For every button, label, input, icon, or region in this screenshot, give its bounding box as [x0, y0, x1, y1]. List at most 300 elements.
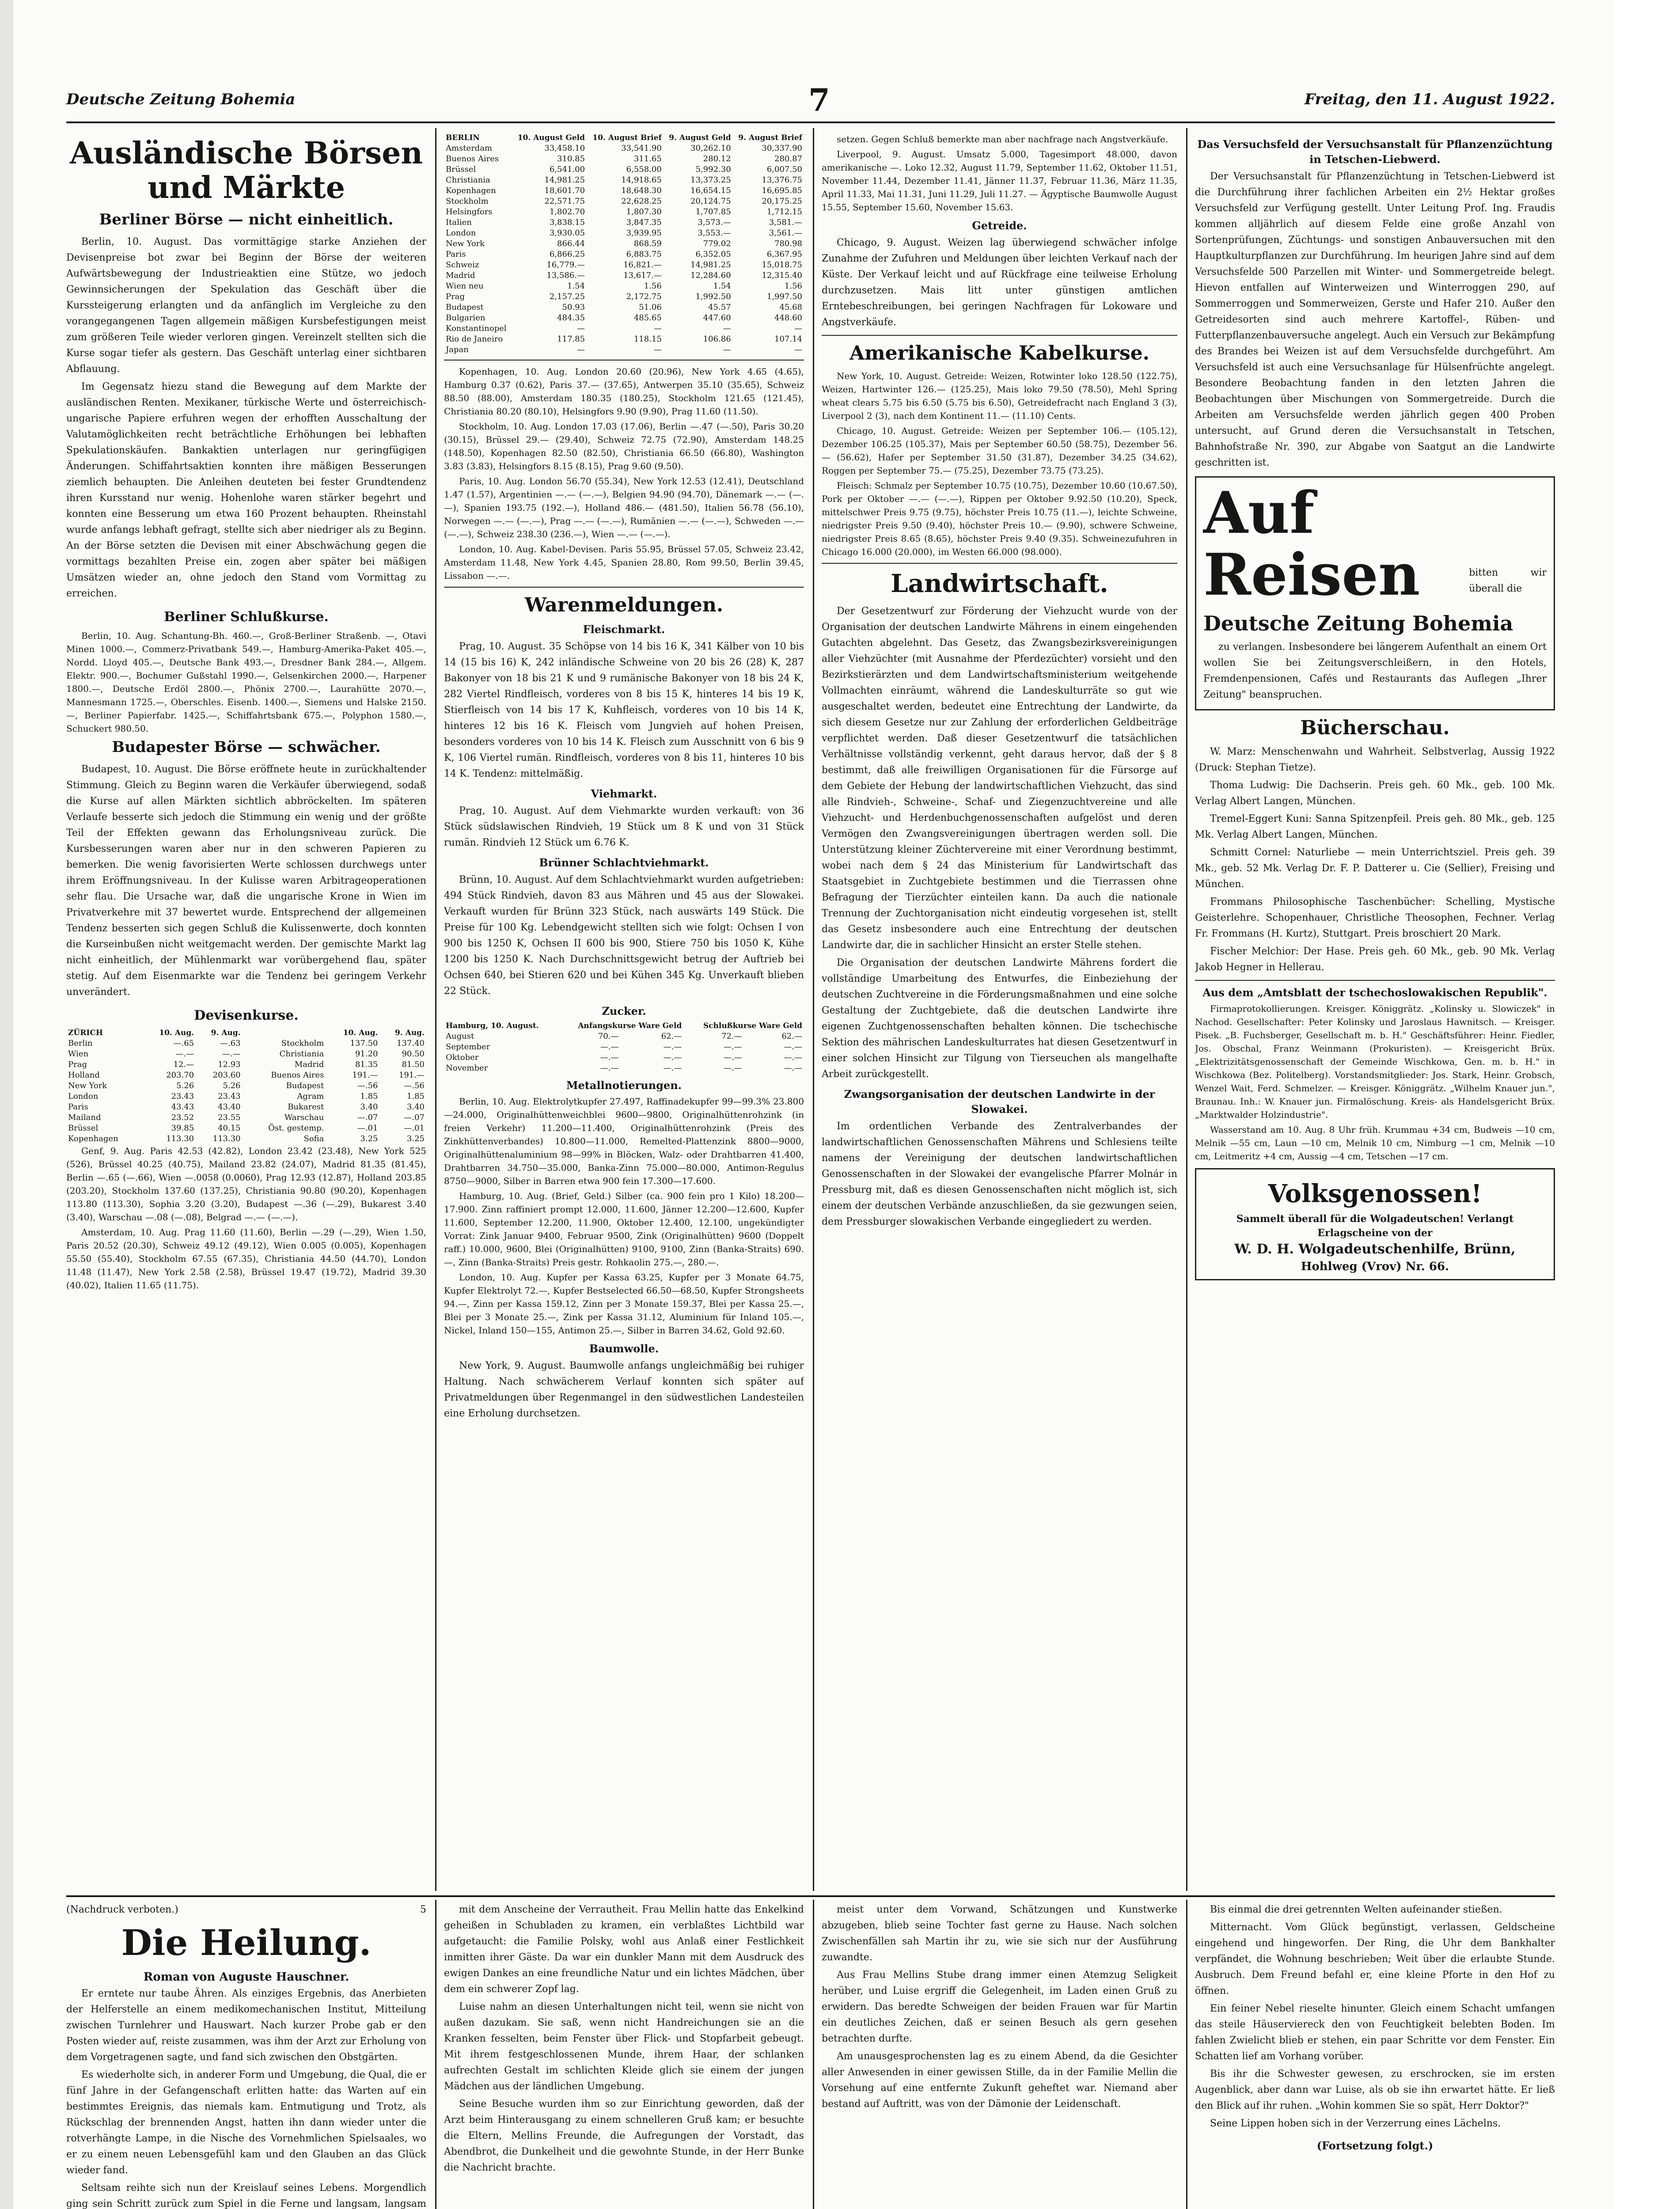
article-paragraph: Brünn, 10. August. Auf dem Schlachtviehmarkt wurden aufgetrieben: 494 Stück Rindvieh, davon 83 aus Mähren und 45 aus der Slowakei. Verkauft wurden für Brünn 323 Stück, nach auswärts 149 Stück. Die Preise für 100 Kg. Lebendgewicht stellten sich wie folgt: Ochsen I von 900 bis 1250 K, Ochsen II 600 bis 900, Stiere 750 bis 1050 K, Kühe 1200 bis 1250 K. Nach Durchschnittsgewicht betrug der Auftrieb bei Ochsen 640, bei Stieren 620 und bei Kühen 345 Kg. Unverkauft blieben 22 Stück.: [444, 874, 804, 997]
column-header: Hamburg, 10. August.: [446, 1021, 539, 1030]
table-row: [444, 260, 804, 270]
table-row: [444, 281, 804, 292]
quotes-text: London, 10. Aug. Kabel-Devisen. Paris 55.95, Brüssel 57.05, Schweiz 23.42, Amsterdam 11.48, New York 4.45, Spanien 28.80, Rom 99.50, Berlin 39.45, Lissabon —.—.: [444, 544, 804, 581]
reprint-notice: (Nachdruck verboten.): [66, 1904, 178, 1915]
table-cell: 14,918.65: [621, 175, 662, 185]
table-row: [444, 1052, 804, 1063]
table-cell: Oktober: [446, 1053, 479, 1062]
table-cell: 18,601.70: [544, 186, 585, 195]
article-paragraph: Chicago, 9. August. Weizen lag überwiegend schwächer infolge Zunahme der Zufuhren und Meldungen über leichten Verkauf nach der Küste. Der Verkauf leicht und auf Rückfrage eine teilweise Erholung durchzusetzen. Mais litt unter günstigen amtlichen Erntebeschreibungen, bei geringen Nachfragen für Lokoware und Angstverkäufe.: [822, 237, 1177, 328]
table-cell: 118.15: [633, 334, 662, 344]
table-row: [444, 334, 804, 345]
water-levels: Wasserstand am 10. Aug. 8 Uhr früh. Krummau +34 cm, Budweis —10 cm, Melnik —55 cm, Laun —10 cm, Melnik 10 cm, Nimburg —1 cm, Melnik —10 cm, Leitmeritz +4 cm, Aussig —4 cm, Tetschen —17 cm.: [1195, 1124, 1555, 1161]
table-row: [66, 1112, 426, 1123]
table-cell: 23.43: [218, 1092, 241, 1101]
table-cell: 311.65: [633, 154, 662, 163]
table-cell: —: [577, 324, 585, 333]
sugar-table: [444, 1021, 804, 1074]
table-cell: 18,648.30: [621, 186, 662, 195]
article-paragraph: Prag, 10. August. 35 Schöpse von 14 bis 16 K, 341 Kälber von 10 bis 14 (15 bis 16) K, 242 inländische Schweine von 20 bis 26 (28) K, 287 Bakonyer von 18 bis 21 K und 9 rumänische Bakonyer von 18 bis 24 K, 282 Viertel Rindfleisch, vorderes von 8 bis 15 K, hinteres 14 bis 19 K, Stierfleisch von 14 bis 17 K, Kuhfleisch, vorderes von 10 bis 14 K, hinteres 12 bis 16 K. Fleisch vom Jungvieh auf hohen Preisen, besonders vorderes von 10 bis 14 K. Fleisch zum Ausschnitt von 6 bis 9 K, 106 Viertel rumän. Rindfleisch, vorderes von 8 bis 11, hinteres 10 bis 14 K. Tendenz: mittelmäßig.: [444, 641, 804, 779]
article-headline: Berliner Börse — nicht einheitlich.: [99, 211, 394, 228]
table-cell: Buenos Aires: [271, 1070, 324, 1080]
table-cell: Kopenhagen: [68, 1134, 118, 1143]
table-cell: —.63: [220, 1039, 241, 1048]
table-cell: 1,992.50: [695, 292, 731, 301]
quotes-text: Fleisch: Schmalz per September 10.75 (10.75), Dezember 10.60 (10.67.50), Pork per Oktober —.— (—.—), Rippen per Oktober 9.92.50 (10.20), Speck, mittelschwer Preis 9.75 (9.75), höchster Preis 10.75 (11.—), leichte Schweine, niedrigster Preis 9.50 (9.40), höchster Preis 10.— (9.90), schwere Schweine, niedrigster Preis 8.65 (8.65), höchster Preis 9.40 (9.35). Schweinezufuhren in Chicago 16.000 (20.000), im Westen 66.000 (98.000).: [822, 480, 1177, 557]
table-row: [444, 196, 804, 207]
column-header: 10. Aug.: [343, 1029, 378, 1037]
column-notices: [1195, 133, 1555, 1891]
subsection-title: Metallnotierungen.: [566, 1079, 682, 1092]
table-cell: —.—: [723, 1053, 742, 1062]
article-headline: Berliner Schlußkurse.: [164, 609, 329, 625]
ad-title: Auf Reisen: [1203, 479, 1420, 608]
table-cell: 447.60: [703, 313, 731, 323]
table-cell: 137.40: [397, 1039, 425, 1048]
novel-paragraph: Bis einmal die drei getrennten Welten aufeinander stießen.: [1210, 1904, 1502, 1915]
table-cell: 203.60: [212, 1070, 241, 1080]
quotes-text: Chicago, 10. August. Getreide: Weizen per September 106.— (105.12), Dezember 106.25 (105.37), Mais per September 60.50 (58.75), Dezember 56.— (56.62), Hafer per September 31.50 (31.87), Dezember 34.25 (34.62), Roggen per September 75.— (75.25), Dezember 73.75 (73.25).: [822, 425, 1177, 476]
column-rule: [435, 1900, 436, 2209]
column-header: 10. August Brief: [592, 133, 662, 142]
table-cell: 5.26: [223, 1081, 241, 1090]
devisen-table: [66, 1028, 426, 1144]
column-header: 10. August Geld: [517, 133, 585, 142]
table-cell: Budapest: [286, 1081, 324, 1090]
table-cell: Berlin: [68, 1039, 93, 1048]
table-cell: 137.50: [350, 1039, 378, 1048]
table-cell: —.01: [357, 1123, 378, 1133]
header-rule: [66, 121, 1555, 123]
novel-column-4: [1195, 1902, 1555, 2209]
book-entry: Thoma Ludwig: Die Dachserin. Preis geh. 60 Mk., geb. 100 Mk. Verlag Albert Langen, München.: [1195, 780, 1555, 807]
subsection-title: Zwangsorganisation der deutschen Landwirte in der Slowakei.: [844, 1088, 1155, 1116]
table-cell: 780.98: [774, 239, 802, 248]
table-cell: 12.—: [173, 1060, 194, 1069]
table-cell: London: [68, 1092, 99, 1101]
table-cell: 3,838.15: [549, 218, 585, 227]
table-cell: 6,352.05: [695, 250, 731, 259]
table-cell: 12,315.40: [762, 271, 802, 280]
table-cell: 191.—: [398, 1070, 425, 1080]
novel-paragraph: meist unter dem Vorwand, Schätzungen und Kunstwerke abzugeben, blieb seine Tochter fast gerne zu Hause. Nach solchen Zwischenfällen sah Martin ihr zu, wie sie sich nur der Ausführung zuwandte.: [822, 1904, 1177, 1963]
table-row: [444, 292, 804, 302]
table-cell: Helsingfors: [446, 207, 493, 216]
table-cell: 23.43: [171, 1092, 194, 1101]
table-cell: —: [653, 324, 662, 333]
table-cell: Madrid: [294, 1060, 324, 1069]
table-cell: 203.70: [166, 1070, 194, 1080]
table-cell: 13,617.—: [623, 271, 662, 280]
table-cell: 1.54: [567, 281, 585, 291]
novel-paragraph: Bis ihr die Schwester gewesen, zu erschrocken, sie im ersten Augenblick, aber dann war Luise, als ob sie ihn erwartet hätte. Er ließ den Blick auf ihr ruhen. „Wohin kommen Sie so spät, Herr Doktor?": [1195, 2069, 1555, 2111]
divider: [444, 360, 804, 361]
table-cell: September: [446, 1042, 490, 1051]
table-cell: 113.30: [212, 1134, 241, 1143]
table-cell: Amsterdam: [446, 144, 493, 153]
table-row: [444, 143, 804, 154]
table-cell: 1.85: [406, 1092, 425, 1101]
table-cell: —.—: [784, 1053, 802, 1062]
table-cell: 15,018.75: [762, 260, 802, 269]
table-cell: —: [577, 345, 585, 354]
table-cell: 20,175.25: [762, 197, 802, 206]
column-rule: [813, 128, 814, 1891]
table-row: [444, 228, 804, 239]
column-rates-goods: [444, 133, 804, 1891]
table-cell: Christiania: [446, 175, 490, 185]
table-cell: 6,866.25: [549, 250, 585, 259]
berlin-rates-table: [444, 133, 804, 355]
table-cell: New York: [446, 239, 485, 248]
table-cell: 1,807.30: [626, 207, 662, 216]
column-rule: [1186, 1900, 1187, 2209]
table-cell: Brüssel: [446, 165, 476, 174]
table-cell: 3,573.—: [698, 218, 731, 227]
table-cell: 5,992.30: [695, 165, 731, 174]
page-number: 7: [808, 82, 830, 118]
table-cell: —.—: [663, 1063, 682, 1073]
quotes-text: Paris, 10. Aug. London 56.70 (55.34), New York 12.53 (12.41), Deutschland 1.47 (1.57), Argentinien —.— (—.—), Belgien 94.90 (94.70), Dänemark —.— (—.—), Spanien 193.75 (192.—), Holland 486.— (481.50), Italien 56.78 (56.10), Norwegen —.— (—.—), Prag —.— (—.—), Rumänien —.— (—.—), Schweden —.— (—.—), Schweiz 238.30 (236.—), Wien —.— (—.—).: [444, 476, 804, 539]
table-cell: —: [723, 345, 731, 354]
appeal-text: Sammelt überall für die Wolgadeutschen! Verlangt Erlagscheine von der: [1236, 1213, 1514, 1239]
table-cell: —.—: [222, 1049, 241, 1059]
table-cell: 33,458.10: [544, 144, 585, 153]
table-header-row: [66, 1028, 426, 1038]
subsection-title: Viehmarkt.: [591, 787, 657, 800]
table-cell: 113.30: [166, 1134, 194, 1143]
table-cell: —: [794, 324, 802, 333]
appeal-title: Volksgenossen!: [1268, 1179, 1482, 1208]
novel-paragraph: Mitternacht. Vom Glück begünstigt, verlassen, Geldscheine eingehend und hingeworfen. Der Ring, die Uhr dem Bankhalter verpfändet, die Wohnung beschrieben; Weit über die erlaubte Stunde. Ausbruch. Dem Freund befahl er, eine kleine Pforte in den Hof zu öffnen.: [1195, 1922, 1555, 1996]
table-row: [66, 1081, 426, 1091]
table-cell: Japan: [446, 345, 469, 354]
page-header: [66, 82, 1555, 118]
table-cell: 45.68: [779, 303, 802, 312]
table-cell: 1.54: [713, 281, 731, 291]
table-cell: 16,695.85: [762, 186, 802, 195]
table-cell: 62.—: [661, 1032, 682, 1041]
subsection-title: Fleischmarkt.: [583, 623, 665, 636]
table-cell: Konstantinopel: [446, 324, 507, 333]
table-cell: 23.55: [218, 1113, 241, 1122]
table-cell: Budapest: [446, 303, 484, 312]
table-cell: New York: [68, 1081, 107, 1090]
table-cell: 23.52: [171, 1113, 194, 1122]
table-cell: 33,541.90: [621, 144, 662, 153]
installment-number: 5: [420, 1904, 426, 1915]
appeal-box: [1195, 1168, 1555, 1280]
table-cell: 2,157.25: [549, 292, 585, 301]
table-row: [444, 154, 804, 164]
column-header: BERLIN: [446, 133, 480, 142]
column-header: Anfangskurse Ware Geld: [578, 1021, 682, 1030]
article-headline: Budapester Börse — schwächer.: [112, 738, 381, 756]
table-cell: 3.40: [360, 1102, 378, 1112]
quotes-text: Stockholm, 10. Aug. London 17.03 (17.06), Berlin —.47 (—.50), Paris 30.20 (30.15), Brüssel 29.— (29.40), Schweiz 72.75 (72.90), Amsterdam 148.25 (148.50), Kopenhagen 82.50 (82.50), Christiania 66.50 (66.80), Washington 3.83 (3.83), Helsingfors 8.15 (8.15), Prag 9.60 (9.50).: [444, 421, 804, 471]
table-cell: 3,930.05: [549, 228, 585, 238]
table-cell: 448.60: [774, 313, 802, 323]
novel-paragraph: mit dem Anscheine der Verrautheit. Frau Mellin hatte das Enkelkind geheißen in Schubladen zu kramen, ein verblaßtes Lichtbild war aufgetaucht: die Familie Polsky, wohl aus Anlaß einer Festlichkeit inmitten ihrer Gäste. Da war ein dunkler Mann mit dem Ausdruck des ewigen Dankes an eine freundliche Natur und ein lichtes Mädchen, über dem ein schwerer Zopf lag.: [444, 1904, 804, 1995]
table-cell: —.—: [663, 1042, 682, 1051]
article-paragraph: Im ordentlichen Verbande des Zentralverbandes der landwirtschaftlichen Genossenschaften Mährens und Schlesiens teilte namens der Vereinigung der deutschen landwirtschaftlichen Genossenschaften in der Slowakei der evangelische Pfarrer Molnár in Pressburg mit, daß es diesen Genossenschaften nicht möglich ist, sich einem der deutschen Verbände anzuschließen, da sie gezwungen seien, dem Pressburger slowakischen Verbande eingegliedert zu werden.: [822, 1121, 1177, 1227]
novel-title: Die Heilung.: [121, 1922, 372, 1963]
table-cell: 6,558.00: [626, 165, 662, 174]
table-cell: 6,541.00: [549, 165, 585, 174]
quotes-text: Kopenhagen, 10. Aug. London 20.60 (20.96), New York 4.65 (4.65), Hamburg 0.37 (0.62), Paris 37.— (37.65), Antwerpen 35.10 (35.65), Schweiz 88.50 (88.00), Amsterdam 180.35 (180.25), Stockholm 121.65 (121.45), Christiania 80.20 (80.10), Helsingfors 9.90 (9.90), Prag 11.60 (11.50).: [444, 366, 804, 417]
table-cell: 3.40: [406, 1102, 425, 1112]
section-title: Bücherschau.: [1300, 717, 1450, 739]
table-cell: Madrid: [446, 271, 475, 280]
table-row: [444, 217, 804, 228]
table-cell: —: [653, 345, 662, 354]
table-cell: Holland: [68, 1070, 100, 1080]
table-row: [444, 207, 804, 217]
subsection-title: Getreide.: [972, 219, 1027, 232]
table-cell: 22,628.25: [621, 197, 662, 206]
divider: [1195, 980, 1555, 981]
table-cell: Bukarest: [288, 1102, 324, 1112]
section-title: Warenmeldungen.: [524, 594, 724, 616]
novel-column-1: [66, 1902, 426, 2209]
quotes-text: Liverpool, 9. August. Umsatz 5.000, Tagesimport 48.000, davon amerikanische —. Loko 12.32, August 11.79, September 11.62, Oktober 11.51, November 11.44, Dezember 11.41, Jänner 11.37, Februar 11.36, März 11.35, April 11.33, Mai 11.31, Juni 11.29, Juli 11.27. — Ägyptische Baumwolle August 15.55, September 15.60, November 15.63.: [822, 149, 1177, 213]
table-row: [66, 1059, 426, 1070]
table-cell: 107.14: [774, 334, 802, 344]
table-row: [66, 1049, 426, 1059]
table-cell: 6,883.75: [626, 250, 662, 259]
table-cell: Paris: [68, 1102, 88, 1112]
novel-column-3: [822, 1902, 1177, 2209]
table-cell: 3,561.—: [769, 228, 802, 238]
novel-paragraph: Seine Lippen hoben sich in der Verzerrung eines Lächelns.: [1210, 2118, 1501, 2129]
article-paragraph: Prag, 10. August. Auf dem Viehmarkte wurden verkauft: von 36 Stück südslawischen Rindvieh, 19 Stück um 8 K und von 31 Stück rumän. Rindvieh 12 Stück um 6.76 K.: [444, 805, 804, 848]
table-row: [66, 1038, 426, 1049]
table-cell: —.—: [663, 1053, 682, 1062]
book-entry: Fischer Melchior: Der Hase. Preis geh. 60 Mk., geb. 90 Mk. Verlag Jakob Hegner in Hellerau.: [1195, 946, 1555, 973]
table-cell: 16,654.15: [690, 186, 731, 195]
table-row: [444, 270, 804, 281]
table-cell: August: [446, 1032, 474, 1041]
table-header-row: [444, 133, 804, 143]
table-cell: 39.85: [171, 1123, 194, 1133]
ad-paper-name: Deutsche Zeitung Bohemia: [1203, 611, 1513, 635]
table-cell: 30,337.90: [762, 144, 802, 153]
column-header: 9. Aug.: [211, 1029, 241, 1037]
table-cell: —.—: [784, 1042, 802, 1051]
table-cell: —.—: [600, 1053, 619, 1062]
table-cell: 81.50: [402, 1060, 425, 1069]
column-rule: [435, 128, 436, 1891]
column-rule: [813, 1900, 814, 2209]
novel-paragraph: Seltsam reihte sich nun der Kreislauf seines Lebens. Morgendlich ging sein Schritt zurück zum Spiel in die Ferne und langsam, langsam: [66, 2182, 426, 2209]
table-cell: 3.25: [360, 1134, 378, 1143]
table-cell: Christiania: [279, 1049, 324, 1059]
book-entry: Tremel-Eggert Kuni: Sanna Spitzenpfeil. Preis geh. 80 Mk., geb. 125 Mk. Verlag Albert Langen, München.: [1195, 813, 1555, 840]
novel-author: Roman von Auguste Hauschner.: [143, 1970, 349, 1984]
novel-paragraph: Er erntete nur taube Ähren. Als einziges Ergebnis, das Anerbieten der Helferstelle an einem medikomechanischen Institut, Mitteilung zwischen Turnlehrer und Hauswart. Nach kurzer Probe gab er den Posten wieder auf, reiste zusammen, was ihm der Arzt zur Erholung von dem Vorgetragenen sagte, und fand sich zwischen den Obstgärten.: [66, 1988, 426, 2063]
table-cell: —.—: [600, 1063, 619, 1073]
novel-paragraph: Ein feiner Nebel rieselte hinunter. Gleich einem Schacht umfangen das steile Häuserviereck den von Feuchtigkeit belebten Boden. Im fahlen Zwielicht blieb er stehen, ein paar Schritte vor dem Fenster. Ein Schatten lief am Vorhang vorüber.: [1195, 2003, 1555, 2062]
table-cell: Mailand: [68, 1113, 101, 1122]
table-cell: Italien: [446, 218, 472, 227]
column-header: Schlußkurse Ware Geld: [703, 1021, 802, 1030]
table-cell: 3,581.—: [769, 218, 802, 227]
table-cell: Kopenhagen: [446, 186, 496, 195]
table-cell: —.07: [404, 1113, 425, 1122]
column-header: 9. August Geld: [669, 133, 731, 142]
table-row: [444, 313, 804, 323]
article-paragraph: Der Gesetzentwurf zur Förderung der Viehzucht wurde von der Organisation der deutschen Landwirte Mährens in einem eingehenden Gutachten abgelehnt. Das Gesetz, das Zwangsbezirksvereinigungen aller Viehzüchter (mit Ausnahme der Pferdezüchter) vorsieht und den Bezirkstierärzten und dem Landwirtschaftsministerium weitgehende Vollmachten einräumt, während die Landeskulturräte so gut wie ausgeschaltet werden, bedeutet eine Entrechtung der Landwirte, da sich diesem Gesetze nur zur Zahlung der erforderlichen Geldbeiträge verpflichtet werden. Daß dieser Gesetzentwurf die tatsächlichen Verhältnisse vollständig verkennt, geht daraus hervor, daß der § 8 bestimmt, daß alle freiwilligen Organisationen für die Fürsorge auf dem Gebiete der Hebung der landwirtschaftlichen Viehzucht, das sind alle Rindvieh-, Schweine-, Schaf- und Ziegenzuchtvereine und alle Viehzucht- und Herdenbuchgenossenschaften aufgelöst und deren Vermögen den Zwangsvereinigungen übertragen werden soll. Die Unterstützung kleiner Züchtervereine mit einer Verordnung bestimmt, wobei nach dem § 24 das Ministerium für Landwirtschaft das Staatsgebiet in Zuchtgebiete bestimmen und die Tierrassen ohne Befragung der Tierzüchter einteilen kann. Da auch die nationale Trennung der Zuchtorganisation nicht eindeutig vorgesehen ist, stellt das Gesetz insbesondere auch eine Entrechtung der deutschen Landwirte dar, die in sachlicher Hinsicht an erster Stelle stehen.: [822, 606, 1177, 951]
article-paragraph: Firmaprotokollierungen. Kreisger. Königgrätz. „Kolinsky u. Slowiczek" in Nachod. Gesellschafter: Peter Kolinsky und Jaroslaus Hawnitsch. — Kreisger. Pisek. „B. Fuchsberger, Gesellschaft m. b. H." Geschäftsführer: Heinr. Fiedler, Jos. Obschal, Franz Weinmann (Prokuristen). — Kreisgericht Brüx. „Elektrizitätsgenossenschaft der Gemeinde Wischkowa, Gen. m. b. H." in Wischkowa (Bez. Politelberg). Vorstandsmitglieder: Jos. Stark, Heinr. Grobsch, Wenzel Wait, Ferd. Schmelzer. — Kreisger. Königgrätz. „Wilhelm Knauer jun.", Braunau. Inh.: W. Knauer jun. Firmalöschung. Kreis- als Handelsgericht Brüx. „Marktwalder Holzindustrie".: [1195, 1003, 1555, 1120]
table-cell: 779.02: [703, 239, 731, 248]
appeal-address: Hohlweg (Vrov) Nr. 66.: [1301, 1260, 1449, 1273]
table-cell: Stockholm: [446, 197, 489, 206]
table-cell: 40.15: [218, 1123, 241, 1133]
article-headline: Devisenkurse.: [194, 1008, 299, 1023]
column-rule: [1186, 128, 1187, 1891]
article-paragraph: New York, 9. August. Baumwolle anfangs ungleichmäßig bei ruhiger Haltung. Nach schwächerem Verlauf konnten sich später auf Privatmeldungen über Regenmangel in den südwestlichen Landesteilen eine Erholung durchsetzen.: [444, 1360, 804, 1419]
newspaper-name: Deutsche Zeitung Bohemia: [66, 91, 296, 108]
novel-paragraph: Aus Frau Mellins Stube drang immer einen Atemzug Seligkeit herüber, und Luise ergriff die Gelegenheit, im Laden einen Gruß zu erwidern. Das beredte Schweigen der beiden Frauen war für Martin ein deutliches Zeichen, daß er seinen Besuch als gern gesehen betrachten durfte.: [822, 1970, 1177, 2044]
column-header: ZÜRICH: [68, 1029, 103, 1037]
article-paragraph: Der Versuchsanstalt für Pflanzenzüchtung in Tetschen-Liebwerd ist die Durchführung ihrer fachlichen Arbeiten ein 2½ Hektar großes Versuchsfeld zur Verfügung gestellt. Unter Leitung Prof. Ing. Fraudis kommen alljährlich auf diesem Felde eine große Anzahl von Sortenprüfungen, Züchtungs- und sonstigen Anbauversuchen mit den Hauptkulturpflanzen zur Durchführung. Im heurigen Jahre sind auf dem Versuchsfelde 500 Parzellen mit Winter- und Sommergetreide belegt. Hievon entfallen auf Winterweizen und Winterroggen 290, auf Sommerroggen und Sommerweizen, Gerste und Hafer 210. Außer den Getreidesorten sind auch mehrere Kartoffel-, Rüben- und Futterpflanzenbauversuche angelegt. Auch ein Versuch zur Bekämpfung des Brandes bei Weizen ist auf dem Versuchsfelde durchgeführt. Am Versuchsfeld ist auch eine Versuchsanlage für Hülsenfrüchte angelegt. Besondere Beobachtung fanden in den letzten Jahren die Beobachtungen über Mischungen von Sommergetreide. Durch die Arbeiten am Versuchsfelde werden jährlich gegen 400 Proben untersucht, auf Grund deren die Versuchsanstalt in Tetschen, Bahnhofstraße Nr. 390, zur Abgabe von Saatgut an die Landwirte geschritten ist.: [1195, 171, 1555, 468]
table-cell: 13,376.75: [762, 175, 802, 185]
table-cell: 90.50: [402, 1049, 425, 1059]
table-cell: November: [446, 1063, 488, 1073]
novel-paragraph: Es wiederholte sich, in anderer Form und Umgebung, die Qual, die er fünf Jahre in der Gefangenschaft erlitten hatte: das Warten auf ein bestimmtes Ereignis, das niemals kam. Entmutigung und Trotz, als Rückschlag der brennenden Angst, hatten ihn dann wieder unter die rotverhängte Lampe, in die Nische des Vornehmlichen Spielsaales, wo er zu einem neuen Lebensgefühl kam und den Glauben an das Glück wieder fand.: [66, 2069, 426, 2176]
table-cell: 12.93: [218, 1060, 241, 1069]
table-cell: 310.85: [557, 154, 585, 163]
divider: [822, 563, 1177, 564]
article-paragraph: Die Organisation der deutschen Landwirte Mährens fordert die vollständige Umarbeitung des Entwurfes, die Einbeziehung der deutschen Zuchtvereine in die Förderungsmaßnahmen und eine solche Gestaltung der Zuchtgebiete, daß die deutschen Landwirte ihre eigenen Zuchtgenossenschaften behalten können. Die tschechische Sektion des mährischen Landeskulturrates hat diesen Gesetzentwurf in einer solchen Hinsicht zur Tilgung von Tierseuchen als mangelhafte Arbeit zurückgestellt.: [822, 957, 1177, 1080]
table-cell: 13,373.25: [690, 175, 731, 185]
table-cell: 12,284.60: [690, 271, 731, 280]
table-row: [444, 239, 804, 249]
table-cell: —.—: [723, 1042, 742, 1051]
table-cell: 1,802.70: [549, 207, 585, 216]
table-cell: London: [446, 228, 476, 238]
table-row: [66, 1134, 426, 1144]
table-cell: —: [723, 324, 731, 333]
table-cell: Paris: [446, 250, 466, 259]
travel-advertisement: [1195, 476, 1555, 710]
table-cell: Prag: [446, 292, 465, 301]
table-row: [66, 1123, 426, 1134]
table-cell: —.56: [357, 1081, 378, 1090]
table-cell: —.—: [175, 1049, 194, 1059]
table-cell: 70.—: [598, 1032, 619, 1041]
article-paragraph: Im Gegensatz hiezu stand die Bewegung auf dem Markte der ausländischen Renten. Mexikaner, türkische Werte und österreichisch-ungarische Papiere erfuhren wegen der erhofften Ausschaltung der Valutamöglichkeiten recht beträchtliche Erhöhungen bei lebhaften Spekulationskäufen. Bankaktien unterlagen nur geringfügigen Änderungen. Schiffahrtsaktien konnten ihre mäßigen Besserungen ziemlich behaupten. Die Anleihen deuteten bei fester Grundtendenz ihren Kursstand nur wenig. Hohenlohe waren stärker begehrt und konnten eine Besserung um etwa 160 Prozent behaupten. Rheinstahl wurde anfangs lebhaft gefragt, stellte sich aber niedriger als zu Beginn. An der Börse setzten die Devisen mit einer Abschwächung gegen die vormittags bezahlten Preise ein, zogen aber später bei mäßigen Umsätzen wieder an, ohne jedoch den Stand vom Vormittag zu erreichen.: [66, 381, 426, 599]
subsection-title: Aus dem „Amtsblatt der tschechoslowakischen Republik".: [1202, 986, 1547, 999]
table-cell: 20,124.75: [690, 197, 731, 206]
table-cell: —: [794, 345, 802, 354]
book-entry: Frommans Philosophische Taschenbücher: Schelling, Mystische Geisterlehre. Schopenhauer, Christliche Theosophen, Fechner. Verlag Fr. Frommans (H. Kurtz), Stuttgart. Preis broschiert 20 Mark.: [1195, 896, 1555, 939]
table-cell: Schweiz: [446, 260, 479, 269]
table-cell: 45.57: [708, 303, 731, 312]
table-cell: 868.59: [633, 239, 662, 248]
table-cell: 1.85: [360, 1092, 378, 1101]
table-cell: 1,712.15: [766, 207, 802, 216]
table-row: [444, 186, 804, 196]
divider: [822, 335, 1177, 336]
table-cell: 6,367.95: [766, 250, 802, 259]
ad-text: zu verlangen. Insbesondere bei längerem Aufenthalt an einem Ort wollen Sie bei Zeitungsverschleißern, in den Hotels, Fremdenpensionen, Cafés und Restaurants das Auflegen „Ihrer Zeitung" beanspruchen.: [1203, 641, 1547, 700]
article-paragraph: Budapest, 10. August. Die Börse eröffnete heute in zurückhaltender Stimmung. Gleich zu Beginn waren die Verkäufer überwiegend, sodaß die Kurse auf allen Märkten sichtlich abbröckelten. Im späteren Verlaufe besserte sich jedoch die Stimmung ein wenig und der größte Teil der Effekten gewann das Erholungsniveau zurück. Die Kursbesserungen waren aber nur in den schweren Papieren zu bemerken. Die wenig favorisierten Werte schlossen durchwegs unter ihrem Eröffnungsniveau. In der Kulisse waren Arbitrageoperationen sehr flau. Die Ursache war, daß die ungarische Krone in Wien im Privatverkehre mit 37 bewertet wurde. Entsprechend der allgemeinen Tendenz besserten sich gegen Schluß die Kulissenwerte, doch konnten die Kurseinbußen nicht weitgemacht werden. Der gemischte Markt lag nicht einheitlich, der Mühlenmarkt war vorübergehend flau, später stetig. Auf dem Eisenmarkte war die Tendenz bei geringem Verkehr unverändert.: [66, 764, 426, 998]
table-cell: 5.26: [176, 1081, 194, 1090]
table-cell: 3,939.95: [626, 228, 662, 238]
divider: [444, 587, 804, 588]
table-cell: Brüssel: [68, 1123, 99, 1133]
table-row: [444, 302, 804, 313]
quotes-text: setzen. Gegen Schluß bemerkte man aber nachfrage nach Angstverkäufe.: [837, 134, 1168, 144]
table-cell: Wien: [68, 1049, 89, 1059]
table-row: [444, 249, 804, 260]
table-cell: 14,981.25: [544, 175, 585, 185]
table-cell: Prag: [68, 1060, 87, 1069]
book-entry: W. Marz: Menschenwahn und Wahrheit. Selbstverlag, Aussig 1922 (Druck: Stephan Tietze).: [1195, 746, 1555, 773]
quotes-text: Amsterdam, 10. Aug. Prag 11.60 (11.60), Berlin —.29 (—.29), Wien 1.50, Paris 20.52 (20.30), Schweiz 49.12 (49.12), Wien 0.005 (0.005), Kopenhagen 55.50 (55.40), Stockholm 67.55 (67.35), Christiania 44.50 (44.70), London 11.48 (11.47), New York 2.58 (2.58), Brüssel 19.47 (19.72), Madrid 39.30 (40.02), Italien 11.65 (11.75).: [66, 1227, 426, 1290]
subsection-title: Baumwolle.: [589, 1342, 659, 1355]
novel-paragraph: Luise nahm an diesen Unterhaltungen nicht teil, wenn sie nicht von außen dazukam. Sie saß, wenn nicht Handreichungen sie an die Kranken fesselten, beim Fenster über Flick- und Stopfarbeit gebeugt. Mit ihrem festgeschlossenen Munde, ihrem Haar, der schlanken aufrechten Gestalt im schlichten Kleide glich sie einem der jungen Mädchen aus der ländlichen Umgebung.: [444, 2001, 804, 2092]
table-cell: 14,981.25: [690, 260, 731, 269]
table-cell: 13,586.—: [546, 271, 585, 280]
column-cables-agri: [822, 133, 1177, 1891]
table-cell: —.01: [404, 1123, 425, 1133]
table-cell: Bulgarien: [446, 313, 485, 323]
table-row: [444, 1042, 804, 1052]
table-cell: Sofia: [303, 1134, 324, 1143]
quotes-text: London, 10. Aug. Kupfer per Kassa 63.25, Kupfer per 3 Monate 64.75, Kupfer Elektrolyt 72.—, Kupfer Bestselected 66.50—68.50, Kupfer Strongsheets 94.—, Zinn per Kassa 159.12, Zinn per 3 Monate 159.37, Blei per Kassa 25.—, Blei per 3 Monate 25.—, Zink per Kassa 31.12, Aluminium für Inland 105.—, Nickel, Inland 150—155, Antimon 25.—, Silber in Barren 34.62, Gold 92.60.: [444, 1272, 804, 1336]
continued-note: (Fortsetzung folgt.): [1316, 2139, 1433, 2152]
quotes-text: Genf, 9. Aug. Paris 42.53 (42.82), London 23.42 (23.48), New York 525 (526), Brüssel 40.25 (40.75), Mailand 23.82 (24.07), Madrid 81.35 (81.45), Berlin —.65 (—.66), Wien —.0058 (0.0060), Prag 12.93 (12.87), Holland 203.85 (203.20), Stockholm 137.60 (137.25), Christiania 90.80 (90.20), Kopenhagen 113.80 (113.30), Sophia 3.20 (3.20), Budapest —.36 (—.29), Bukarest 3.40 (3.40), Warschau —.08 (—.08), Belgrad —.— (—.—).: [66, 1146, 426, 1222]
table-row: [66, 1091, 426, 1102]
table-cell: 91.20: [355, 1049, 378, 1059]
column-header: 9. August Brief: [738, 133, 802, 142]
table-row: [444, 1031, 804, 1042]
table-cell: 72.—: [721, 1032, 742, 1041]
table-cell: —.07: [357, 1113, 378, 1122]
table-cell: —.—: [784, 1063, 802, 1073]
table-cell: —.56: [404, 1081, 425, 1090]
section-title: Ausländische Börsen und Märkte: [70, 136, 423, 205]
table-cell: 3.25: [406, 1134, 425, 1143]
table-header-row: [444, 1021, 804, 1031]
table-cell: 16,779.—: [546, 260, 585, 269]
novel-paragraph: Seine Besuche wurden ihm so zur Einrichtung geworden, daß der Arzt beim Hinterausgang zu einem schnelleren Gruß kam; er besuchte die Eltern, Mellins Freunde, die Aufregungen der Vorstadt, das Abendbrot, die Dunkelheit und die gewohnte Stunde, in der Herr Bunke die Nachricht brachte.: [444, 2099, 804, 2173]
table-row: [444, 345, 804, 355]
scan-edge-right: [1614, 0, 1680, 2209]
table-cell: 1,997.50: [766, 292, 802, 301]
table-cell: 51.06: [639, 303, 662, 312]
quotes-text: Berlin, 10. Aug. Elektrolytkupfer 27.497, Raffinadekupfer 99—99.3% 23.800—24.000, Originalhüttenweichblei 9600—9800, Originalhüttenrohzink (in freien Verkehr) 11.200—11.400, Originalhüttenrohzink (Preis des Zinkhüttenverbandes) 10.800—11.000, Remelted-Plattenzink 8800—9000, Originalhüttenaluminium 98—99% in Blöcken, Walz- oder Drahtbarren 41.400, Drahtbarren 34.750—35.000, Banka-Zinn 75.000—80.000, Antimon-Regulus 8750—9000, Silber in Barren etwa 900 fein 17.300—17.600.: [444, 1096, 804, 1186]
table-cell: 280.87: [774, 154, 802, 163]
column-header: 10. Aug.: [159, 1029, 194, 1037]
table-cell: 2,172.75: [626, 292, 662, 301]
table-cell: Wien neu: [446, 281, 484, 291]
table-cell: 1,707.85: [695, 207, 731, 216]
table-cell: 191.—: [352, 1070, 378, 1080]
table-cell: 81.35: [355, 1060, 378, 1069]
table-cell: 280.12: [703, 154, 731, 163]
section-title: Landwirtschaft.: [891, 569, 1108, 598]
table-cell: 50.93: [562, 303, 585, 312]
column-markets: [66, 133, 426, 1891]
table-cell: 484.35: [557, 313, 585, 323]
table-cell: —.65: [173, 1039, 194, 1048]
table-cell: 62.—: [781, 1032, 802, 1041]
table-row: [444, 1063, 804, 1074]
table-cell: Agram: [297, 1092, 324, 1101]
